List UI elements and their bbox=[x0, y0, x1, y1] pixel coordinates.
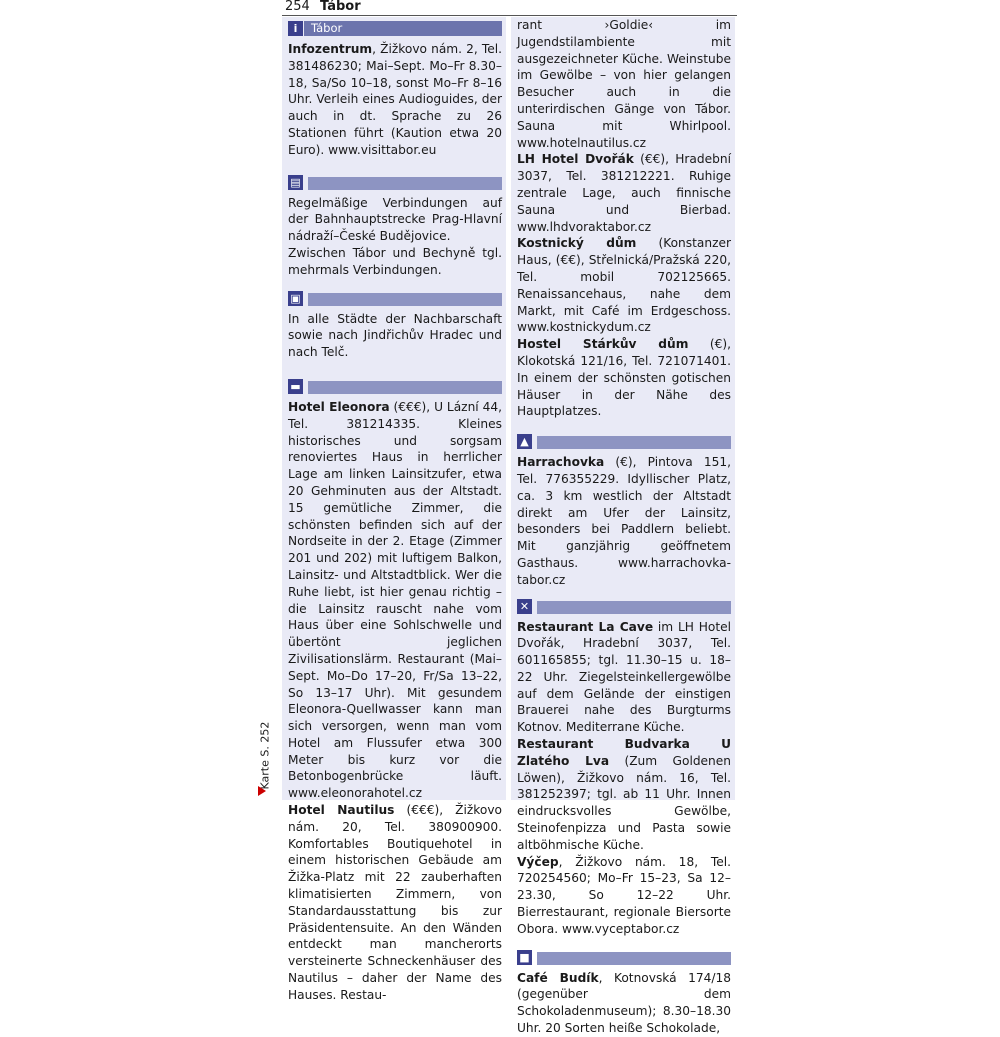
page-number: 254 bbox=[285, 0, 310, 14]
entry-train-2: Zwischen Tábor und Bechyně tgl. mehrmals Verbindungen. bbox=[288, 245, 502, 277]
map-reference-label: Karte S. 252 bbox=[258, 721, 272, 790]
entry-hotel-eleonora: Hotel Eleonora (€€€), U Lázní 44, Tel. 381214335. Kleines historisches und sorgsam renoviertes Haus in herrlicher Lage am linken Lainsitzufer, etwa 20 Gehminuten aus der Altstadt. 15 gemütliche Zimmer, die schönsten befinden sich auf der Nordseite in der 2. Etage (Zimmer 201 und 202) mit luftigem Balkon, Lainsitz- und Altstadtblick. Wer die Ruhe liebt, ist hier genau richtig – die Lainsitz rauscht nahe vom Haus über eine Sohlschwelle und übertönt jeglichen Zivilisationslärm. Restaurant (Mai–Sept. Mo–Do 17–20, Fr/Sa 13–22, So 13–17 Uhr). Mit gesundem Eleonora-Quellwasser kann man sich versorgen, wenn man vom Hotel am Flussufer etwa 300 Meter bis kurz vor die Betonbogenbrücke läuft. www.eleonorahotel.cz bbox=[288, 399, 503, 801]
info-icon: i bbox=[288, 21, 303, 36]
entry-harrachovka: Harrachovka (€), Pintova 151, Tel. 776355229. Idyllischer Platz, ca. 3 km westlich der Altstadt direkt am Ufer der Lainsitz, besonders bei Paddlern beliebt. Mit ganzjährig geöffnetem Gasthaus. www.harrachovka-tabor.cz bbox=[517, 455, 731, 587]
page-header bbox=[282, 0, 737, 16]
chapter-title: Tábor bbox=[320, 0, 361, 14]
entry-nautilus-cont: rant ›Goldie‹ im Jugendstilambiente mit ausgezeichneter Küche. Weinstube im Gewölbe – von hier gelangen Besucher auch in die unterirdischen Gänge von Tábor. Sauna mit Whirlpool. www.hotelnautilus.cz bbox=[517, 18, 731, 150]
cup-icon: ■ bbox=[517, 950, 532, 965]
bus-icon: ▣ bbox=[288, 291, 303, 306]
map-reference bbox=[252, 716, 272, 796]
entry-infozentrum: Infozentrum, Žižkovo nám. 2, Tel. 381486230; Mai–Sept. Mo–Fr 8.30–18, Sa/So 10–18, sonst Mo–Fr 8–16 Uhr. Verleih eines Audioguides, der auch in dt. Sprache zu 26 Stationen führt (Kaution etwa 20 Euro). www.visittabor.eu bbox=[288, 42, 502, 157]
entry-hostel: Hostel Stárkův dům (€), Klokotská 121/16, Tel. 721071401. In einem der schönsten gotischen Häuser in der Nähe des Hauptplatzes. bbox=[517, 337, 731, 419]
entry-hotel-nautilus: Hotel Nautilus (€€€), Žižkovo nám. 20, Tel. 380900900. Komfortables Boutiquehotel in einem historischen Gebäude am Žižka-Platz mit 22 zauberhaften klimatisierten Zimmern, von Standardausstattung bis zur Präsidentensuite. An den Wänden entdeckt man mancherorts versteinerte Schneckenhäuser des Nautilus – daher der Name des Hauses. Restau- bbox=[288, 803, 502, 1002]
entry-train: Regelmäßige Verbindungen auf der Bahnhauptstrecke Prag-Hlavní nádraží–České Budějovice. bbox=[288, 195, 502, 244]
tent-icon: ▲ bbox=[517, 434, 532, 449]
train-icon: ▤ bbox=[288, 175, 303, 190]
entry-la-cave: Restaurant La Cave im LH Hotel Dvořák, Hradební 3037, Tel. 601165855; tgl. 11.30–15 u. 18–22 Uhr. Ziegelsteinkellergewölbe auf dem Gelände der einstigen Brauerei nahe des Burgturms Kotnov. Mediterrane Küche. bbox=[517, 619, 731, 735]
entry-kostnicky-dum: Kostnický dům (Konstanzer Haus, (€€), Střelnická/Pražská 220, Tel. mobil 702125665. Renaissancehaus, nahe dem Markt, mit Café im Erdgeschoss. www.kostnickydum.cz bbox=[517, 236, 732, 335]
section-info-label: Tábor bbox=[311, 21, 343, 35]
entry-bus: In alle Städte der Nachbarschaft sowie nach Jindřichův Hradec und nach Telč. bbox=[288, 311, 502, 360]
entry-cafe-budik: Café Budík, Kotnovská 174/18 (gegenüber dem Schokoladenmuseum); 8.30–18.30 Uhr. 20 Sorten heiße Schokolade, bbox=[517, 970, 731, 1036]
bed-icon: ▬ bbox=[288, 379, 303, 394]
section-train bbox=[282, 175, 506, 192]
left-column bbox=[282, 17, 506, 1002]
entry-budvarka: Restaurant Budvarka U Zlatého Lva (Zum Goldenen Löwen), Žižkovo nám. 16, Tel. 381252397; tgl. ab 11 Uhr. Innen eindrucksvolles Gewölbe, Steinofenpizza und Pasta sowie altböhmische Küche. bbox=[517, 737, 732, 852]
triangle-marker-icon bbox=[258, 786, 266, 796]
entry-lh-hotel: LH Hotel Dvořák (€€), Hradební 3037, Tel. 381212221. Ruhige zentrale Lage, auch finnische Sauna und Bierbad. www.lhdvoraktabor.cz bbox=[517, 152, 731, 234]
section-info bbox=[282, 21, 506, 38]
right-column bbox=[511, 17, 735, 1036]
section-bus bbox=[282, 291, 506, 308]
section-camping bbox=[511, 434, 735, 451]
section-hotel bbox=[282, 379, 506, 396]
cutlery-icon: ✕ bbox=[517, 599, 532, 614]
section-cafe bbox=[511, 950, 735, 967]
entry-vycep: Výčep, Žižkovo nám. 18, Tel. 720254560; Mo–Fr 15–23, Sa 12–23.30, So 12–22 Uhr. Bierrestaurant, regionale Biersorte Obora. www.vyceptabor.cz bbox=[517, 854, 731, 936]
section-food bbox=[511, 599, 735, 616]
